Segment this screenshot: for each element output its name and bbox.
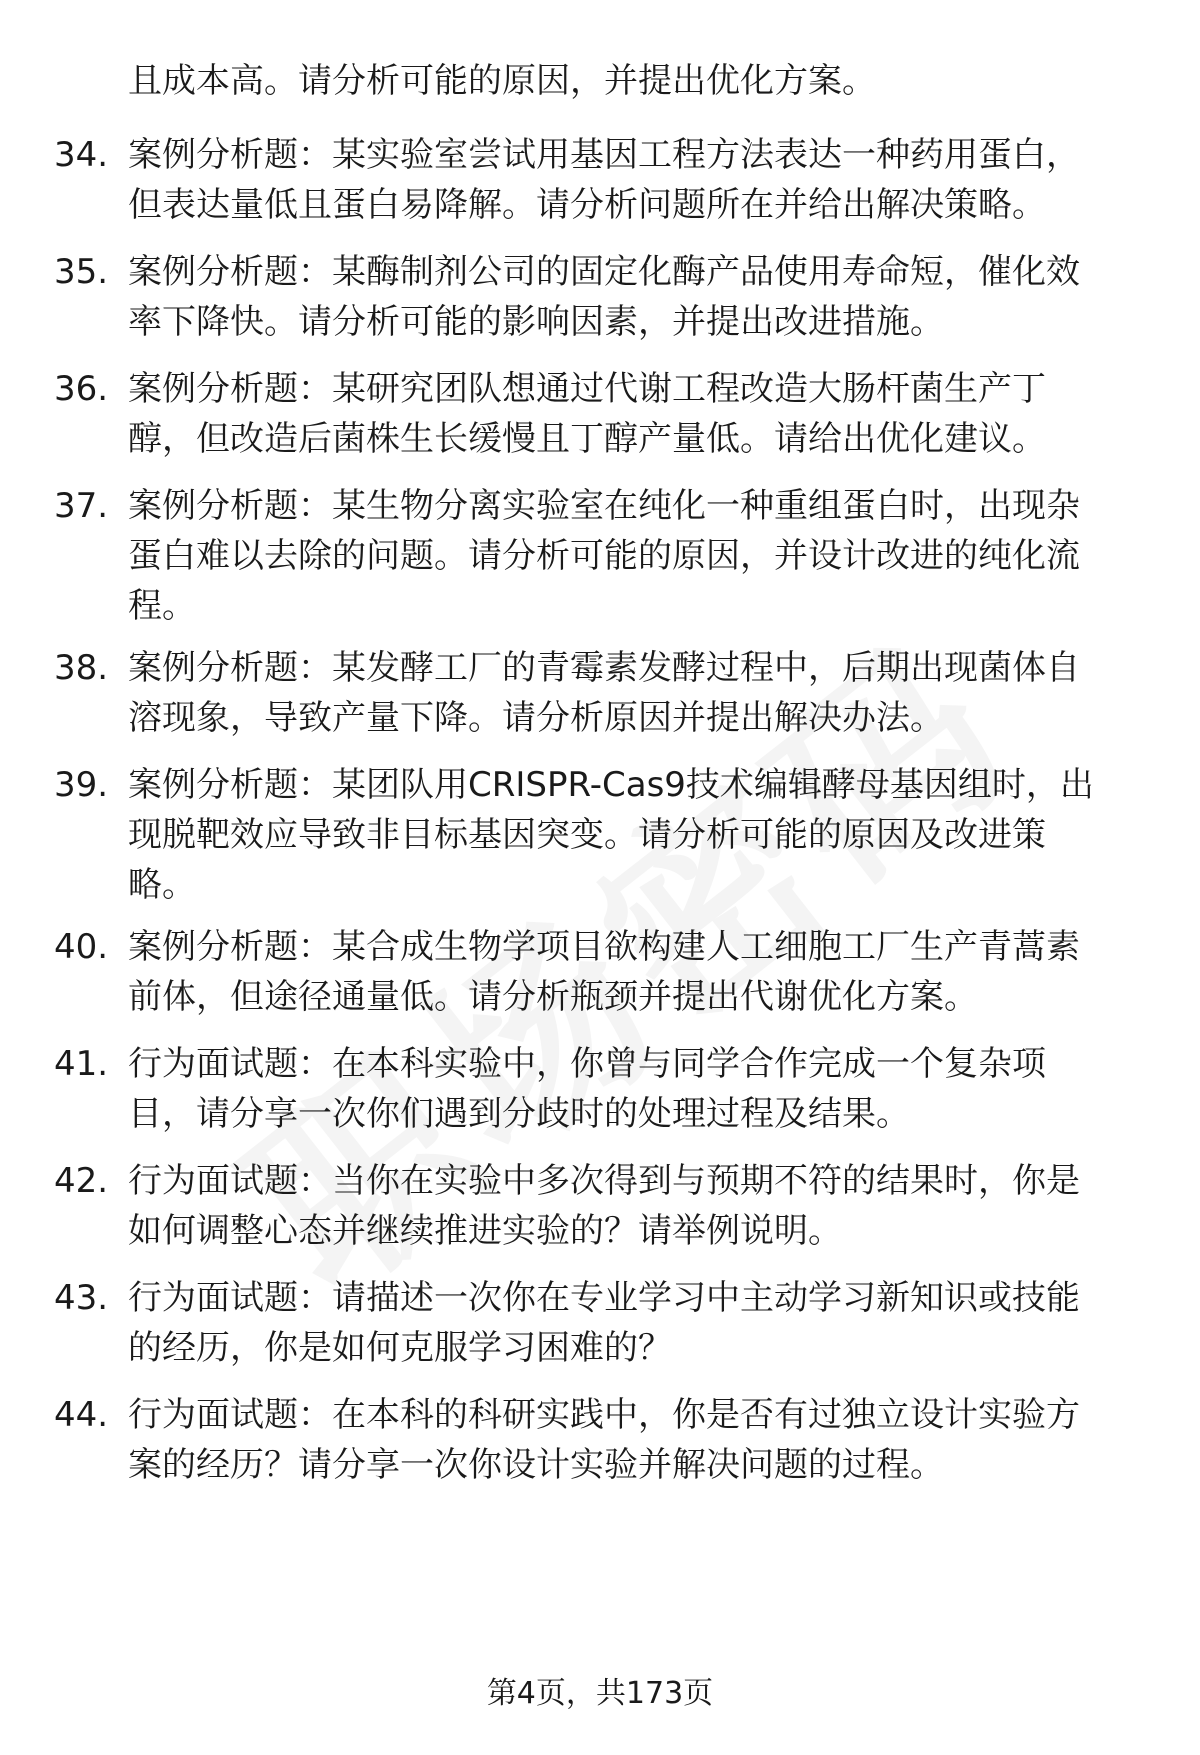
question-text: 案例分析题：某酶制剂公司的固定化酶产品使用寿命短，催化效 率下降快。请分析可能的影响因素，并提出改进措施。 xyxy=(128,252,1080,342)
question-number: 34. xyxy=(54,135,109,175)
question-text: 行为面试题：当你在实验中多次得到与预期不符的结果时，你是 如何调整心态并继续推进实验的？请举例说明。 xyxy=(128,1161,1080,1251)
question-text: 案例分析题：某生物分离实验室在纯化一种重组蛋白时，出现杂 蛋白难以去除的问题。请分析可能的原因，并设计改进的纯化流 程。 xyxy=(128,486,1080,626)
question-text: 案例分析题：某发酵工厂的青霉素发酵过程中，后期出现菌体自 溶现象，导致产量下降。请分析原因并提出解决办法。 xyxy=(128,648,1080,738)
question-number: 35. xyxy=(54,252,109,292)
question-number: 44. xyxy=(54,1395,109,1435)
question-text: 案例分析题：某实验室尝试用基因工程方法表达一种药用蛋白， 但表达量低且蛋白易降解。请分析问题所在并给出解决策略。 xyxy=(128,135,1080,225)
question-number: 38. xyxy=(54,648,109,688)
question-number: 40. xyxy=(54,927,109,967)
question-text: 行为面试题：在本科的科研实践中，你是否有过独立设计实验方 案的经历？请分享一次你设计实验并解决问题的过程。 xyxy=(128,1395,1080,1485)
continued-text: 且成本高。请分析可能的原因，并提出优化方案。 xyxy=(128,61,876,101)
question-number: 42. xyxy=(54,1161,109,1201)
page-number-footer: 第4页，共173页 xyxy=(486,1676,714,1711)
question-number: 39. xyxy=(54,765,109,805)
question-text: 案例分析题：某团队用CRISPR-Cas9技术编辑酵母基因组时，出 现脱靶效应导致非目标基因突变。请分析可能的原因及改进策 略。 xyxy=(128,765,1094,905)
question-number: 36. xyxy=(54,369,109,409)
question-text: 行为面试题：请描述一次你在专业学习中主动学习新知识或技能 的经历，你是如何克服学习困难的？ xyxy=(128,1278,1080,1368)
question-number: 43. xyxy=(54,1278,109,1318)
question-text: 案例分析题：某合成生物学项目欲构建人工细胞工厂生产青蒿素 前体，但途径通量低。请分析瓶颈并提出代谢优化方案。 xyxy=(128,927,1080,1017)
question-text: 案例分析题：某研究团队想通过代谢工程改造大肠杆菌生产丁 醇，但改造后菌株生长缓慢且丁醇产量低。请给出优化建议。 xyxy=(128,369,1046,459)
question-text: 行为面试题：在本科实验中，你曾与同学合作完成一个复杂项 目，请分享一次你们遇到分歧时的处理过程及结果。 xyxy=(128,1044,1046,1134)
question-number: 41. xyxy=(54,1044,109,1084)
question-number: 37. xyxy=(54,486,109,526)
